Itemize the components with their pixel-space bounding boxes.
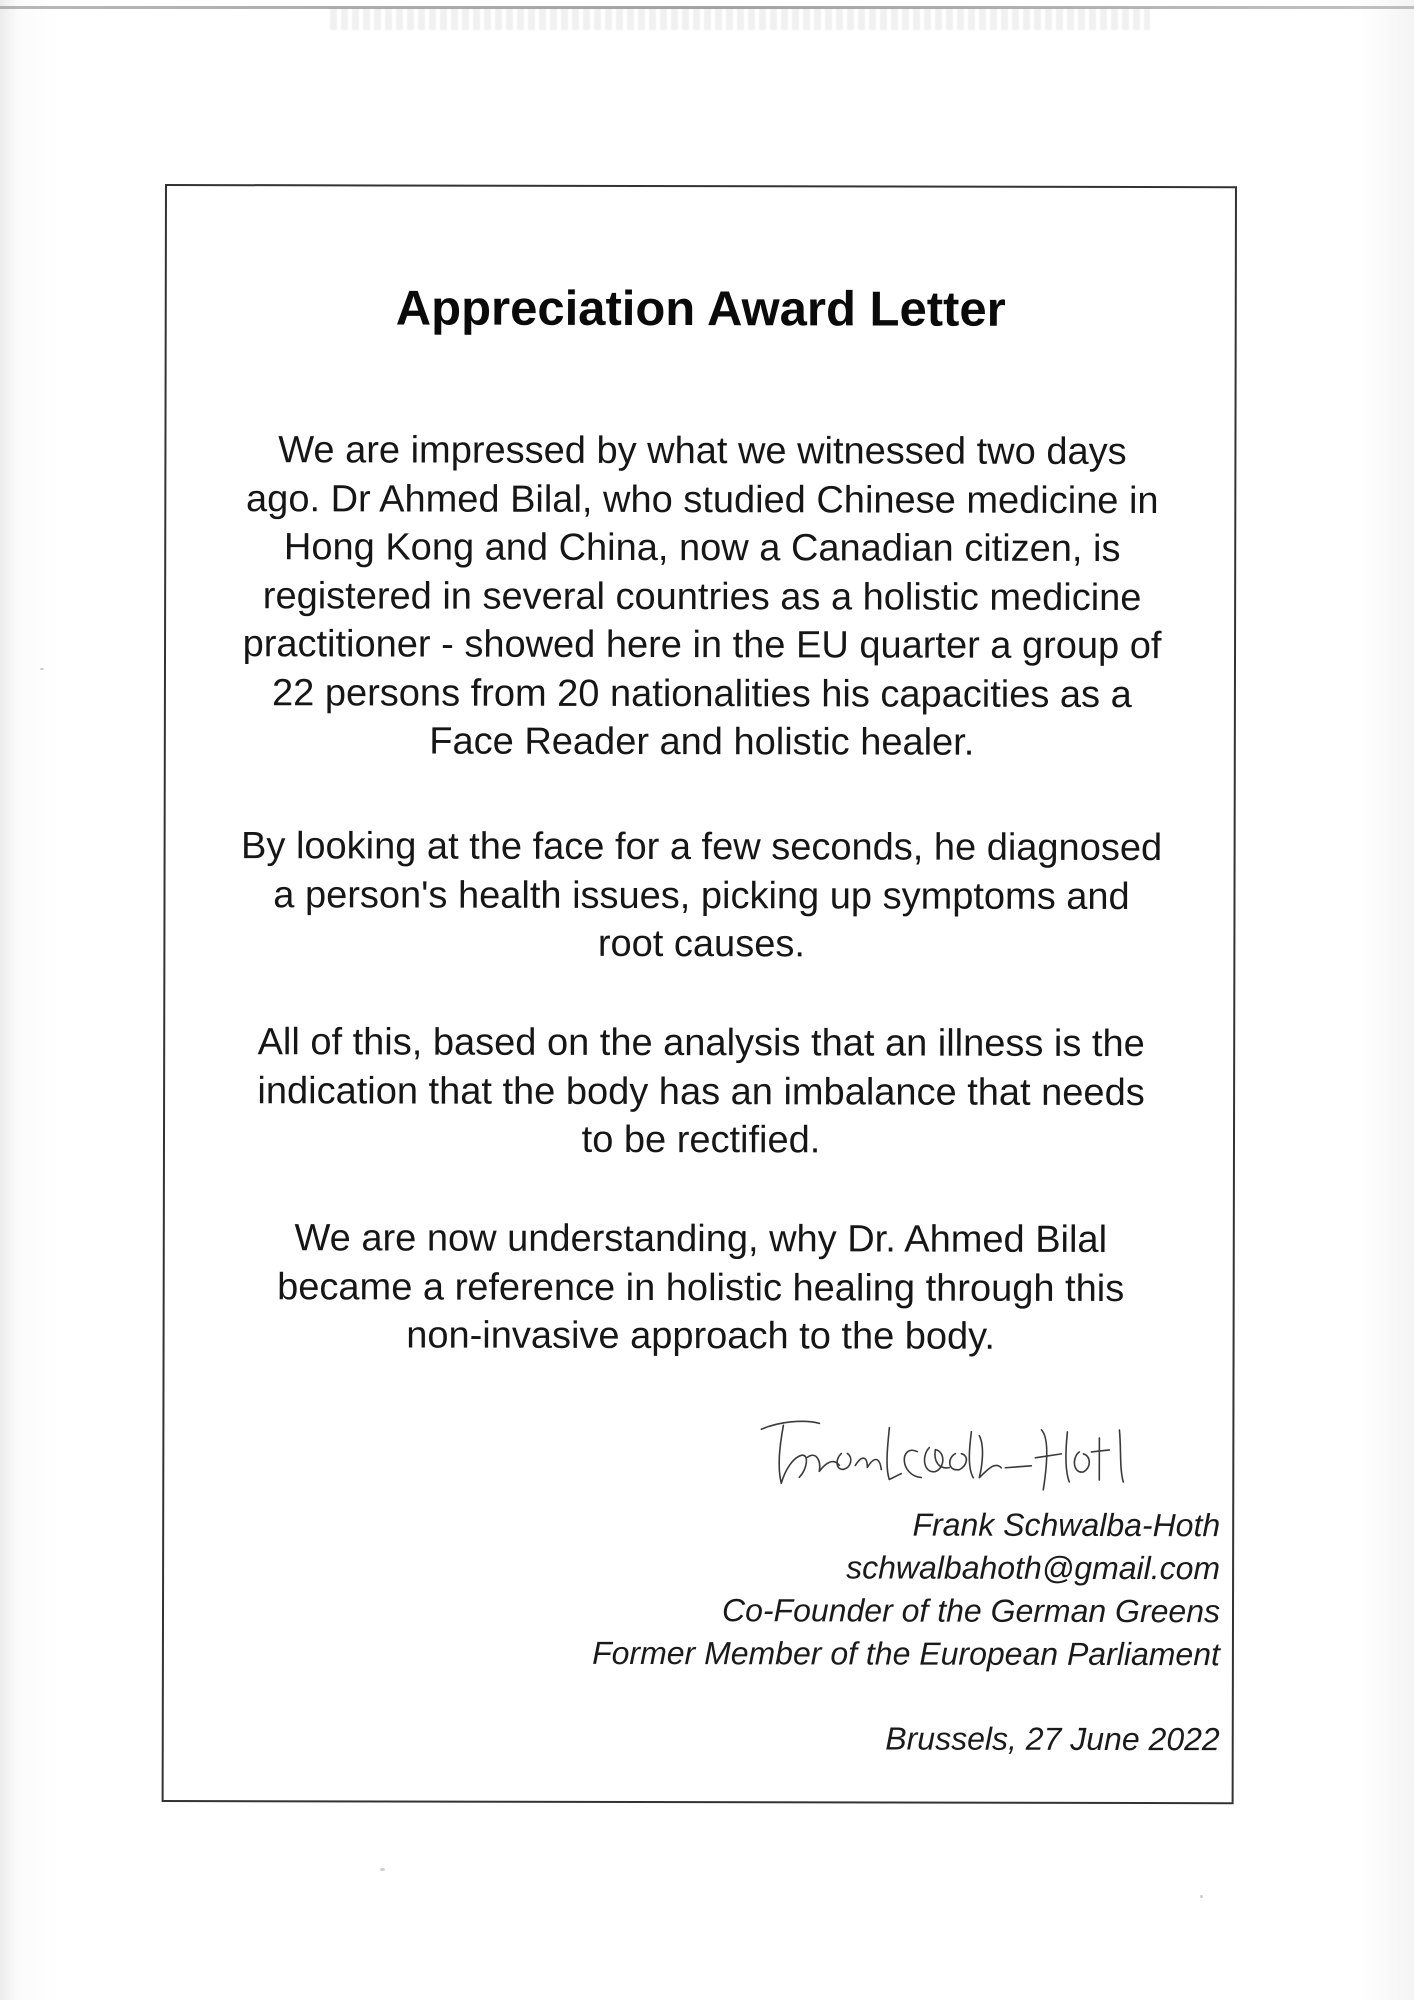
text-line: practitioner - showed here in the EU quarter a group of: [242, 623, 1162, 668]
text-line: registered in several countries as a holistic medicine: [262, 574, 1142, 619]
signatory-role: Former Member of the European Parliament: [592, 1634, 1220, 1673]
text-line: root causes.: [597, 922, 805, 966]
letter-frame: [162, 184, 1237, 1804]
scan-speck: [1200, 1895, 1203, 1898]
signatory-name: Frank Schwalba-Hoth: [912, 1506, 1221, 1544]
text-line: By looking at the face for a few seconds, he diagnosed: [241, 825, 1163, 870]
handwritten-signature: [749, 1407, 1249, 1504]
text-line: We are impressed by what we witnessed two days: [278, 429, 1127, 474]
letter-title: Appreciation Award Letter: [395, 281, 1006, 337]
bleed-through-text: [330, 8, 1150, 30]
text-line: We are now understanding, why Dr. Ahmed Bilal: [294, 1217, 1108, 1261]
text-line: became a reference in holistic healing through this: [277, 1265, 1125, 1310]
text-line: 22 persons from 20 nationalities his capacities as a: [272, 671, 1132, 716]
text-line: Hong Kong and China, now a Canadian citizen, is: [283, 526, 1121, 571]
place-and-date: Brussels, 27 June 2022: [885, 1720, 1220, 1758]
text-line: Face Reader and holistic healer.: [429, 720, 975, 764]
scan-speck: [380, 1868, 385, 1871]
text-line: a person's health issues, picking up symptoms and: [273, 873, 1130, 918]
scan-speck: [40, 668, 44, 670]
text-line: ago. Dr Ahmed Bilal, who studied Chinese medicine in: [246, 477, 1159, 522]
text-line: indication that the body has an imbalance that needs: [257, 1069, 1145, 1114]
paragraph-2: [165, 822, 1237, 970]
text-line: All of this, based on the analysis that an illness is the: [257, 1021, 1145, 1066]
text-line: non-invasive approach to the body.: [406, 1314, 995, 1358]
paragraph-1: [166, 426, 1239, 768]
signature-block: [592, 1503, 1220, 1676]
text-line: to be rectified.: [581, 1118, 821, 1162]
paragraph-4: [165, 1214, 1237, 1362]
signatory-role: Co-Founder of the German Greens: [721, 1592, 1221, 1630]
signatory-email: schwalbahoth@gmail.com: [846, 1549, 1221, 1587]
paragraph-3: [165, 1018, 1237, 1166]
